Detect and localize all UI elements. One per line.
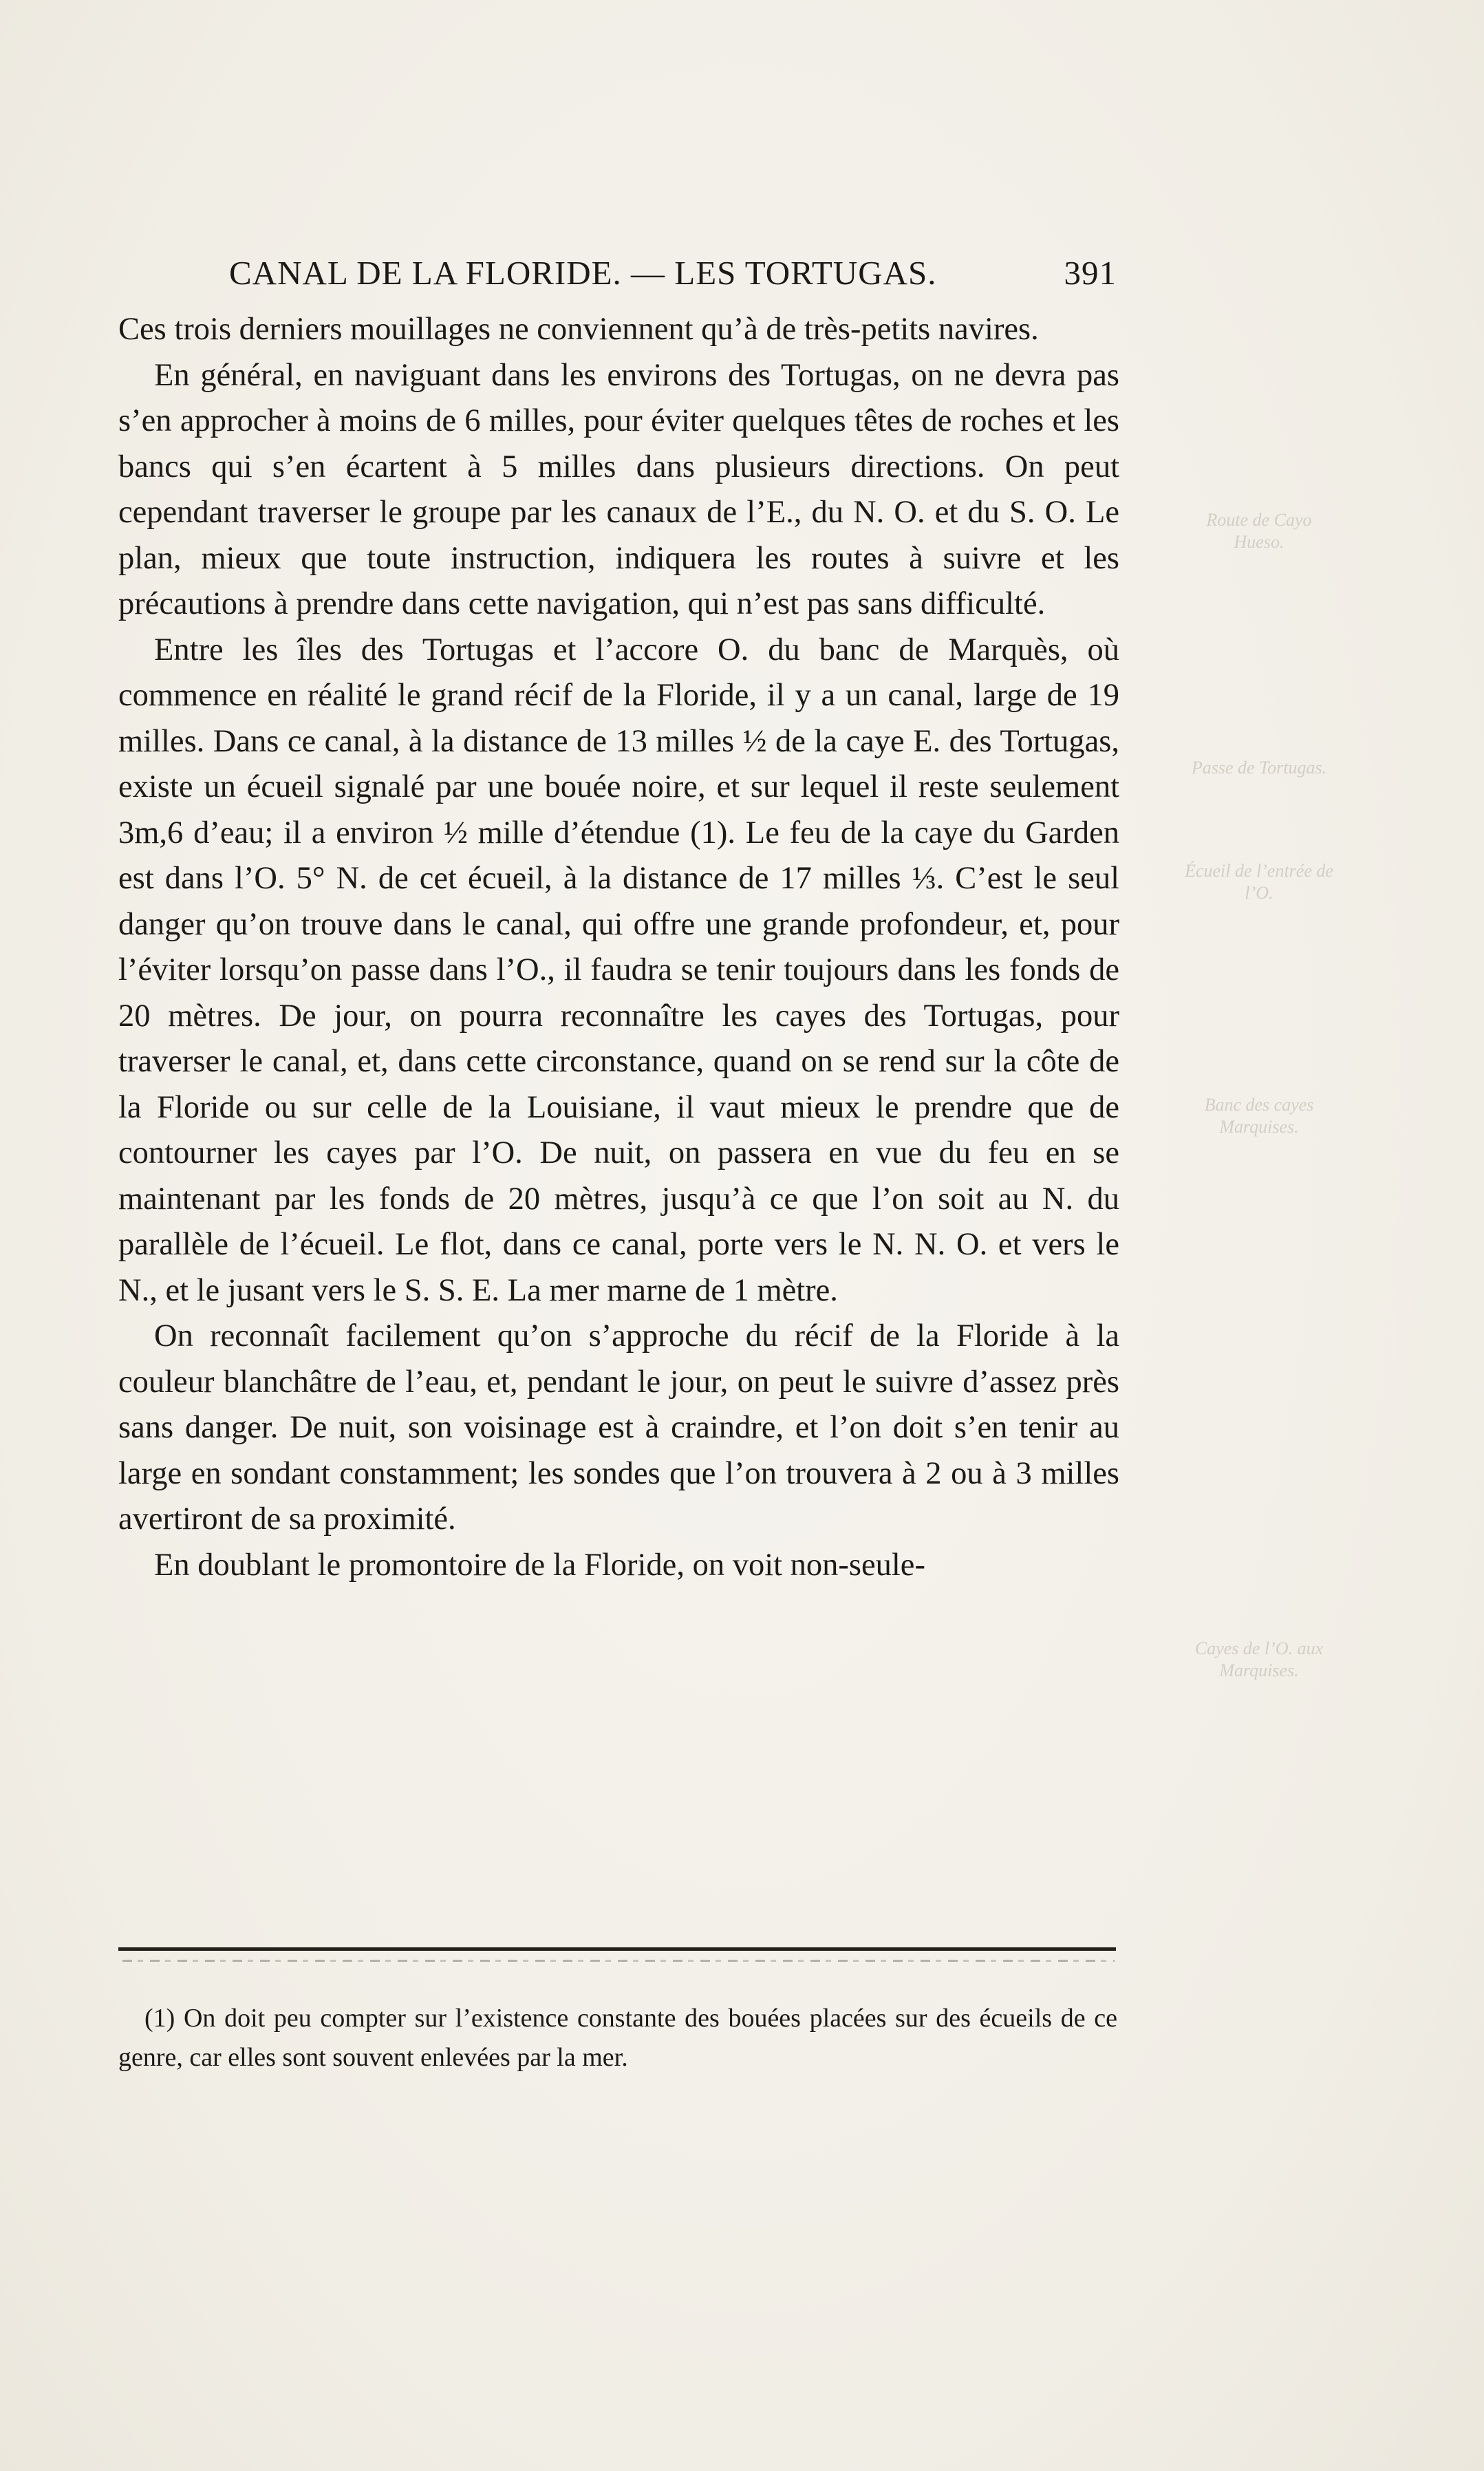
paragraph-1: Ces trois derniers mouillages ne conviennent qu’à de très-petits navires. — [118, 312, 1039, 347]
paragraph-5: En doublant le promontoire de la Floride, on voit non-seule- — [154, 1547, 925, 1583]
paragraph-3: Entre les îles des Tortugas et l’accore O. du banc de Marquès, où commence en réalité le grand récif de la Floride, il y a un canal, large de 19 milles. Dans ce canal, à la distance de 13 milles ½ de la caye E. des Tortugas, existe un écueil signalé par une bouée noire, et sur lequel il reste seulement 3m,6 d’eau; il a environ ½ mille d’étendue (1). Le feu de la caye du Garden est dans l’O. 5° N. de cet écueil, à la distance de 17 milles ⅓. C’est le seul danger qu’on trouve dans le canal, qui offre une grande profondeur, et, pour l’éviter lorsqu’on passe dans l’O., il faudra se tenir toujours dans les fonds de 20 mètres. De jour, on pourra reconnaître les cayes des Tortugas, pour traverser le canal, et, dans cette circonstance, quand on se rend sur la côte de la Floride ou sur celle de la Louisiane, il vaut mieux le prendre que de contourner les cayes par l’O. De nuit, on passera en vue du feu en se maintenant par les fonds de 20 mètres, jusqu’à ce que l’on soit au N. du parallèle de l’écueil. Le flot, dans ce canal, porte vers le N. N. O. et vers le N., et le jusant vers le S. S. E. La mer marne de 1 mètre. — [118, 632, 1119, 1308]
page-number: 391 — [1064, 254, 1117, 292]
show-through-note-2: Passe de Tortugas. — [1191, 758, 1327, 778]
footnote-text: (1) On doit peu compter sur l’existence constante des bouées placées sur des écueils de ce genre, car elles sont souvent enlevées par la mer. — [118, 2004, 1117, 2072]
footnote-rule-shadow — [122, 1960, 1115, 1962]
show-through-note-1: Route de Cayo Hueso. — [1206, 510, 1312, 552]
show-through-note-3: Écueil de l’entrée de l’O. — [1185, 861, 1333, 903]
show-through-note-4: Banc des cayes Marquises. — [1204, 1095, 1314, 1137]
footnote-rule — [118, 1947, 1116, 1951]
footnote — [118, 1999, 1117, 2077]
paragraph-2: En général, en naviguant dans les environs des Tortugas, on ne devra pas s’en approcher à moins de 6 milles, pour éviter quelques têtes de roches et les bancs qui s’en écartent à 5 milles dans plusieurs directions. On peut cependant traverser le groupe par les canaux de l’E., du N. O. et du S. O. Le plan, mieux que toute instruction, indiquera les routes à suivre et les précautions à prendre dans cette navigation, qui n’est pas sans difficulté. — [118, 357, 1119, 621]
running-title: CANAL DE LA FLORIDE. — LES TORTUGAS. — [229, 254, 937, 292]
paragraph-4: On reconnaît facilement qu’on s’approche du récif de la Floride à la couleur blanchâtre de l’eau, et, pendant le jour, on peut le suivre d’assez près sans danger. De nuit, son voisinage est à craindre, et l’on doit s’en tenir au large en sondant constamment; les sondes que l’on trouvera à 2 ou à 3 milles avertiront de sa proximité. — [118, 1318, 1119, 1537]
body-text — [118, 307, 1119, 1588]
show-through-note-5: Cayes de l’O. aux Marquises. — [1194, 1638, 1324, 1680]
page-header — [229, 253, 1117, 297]
